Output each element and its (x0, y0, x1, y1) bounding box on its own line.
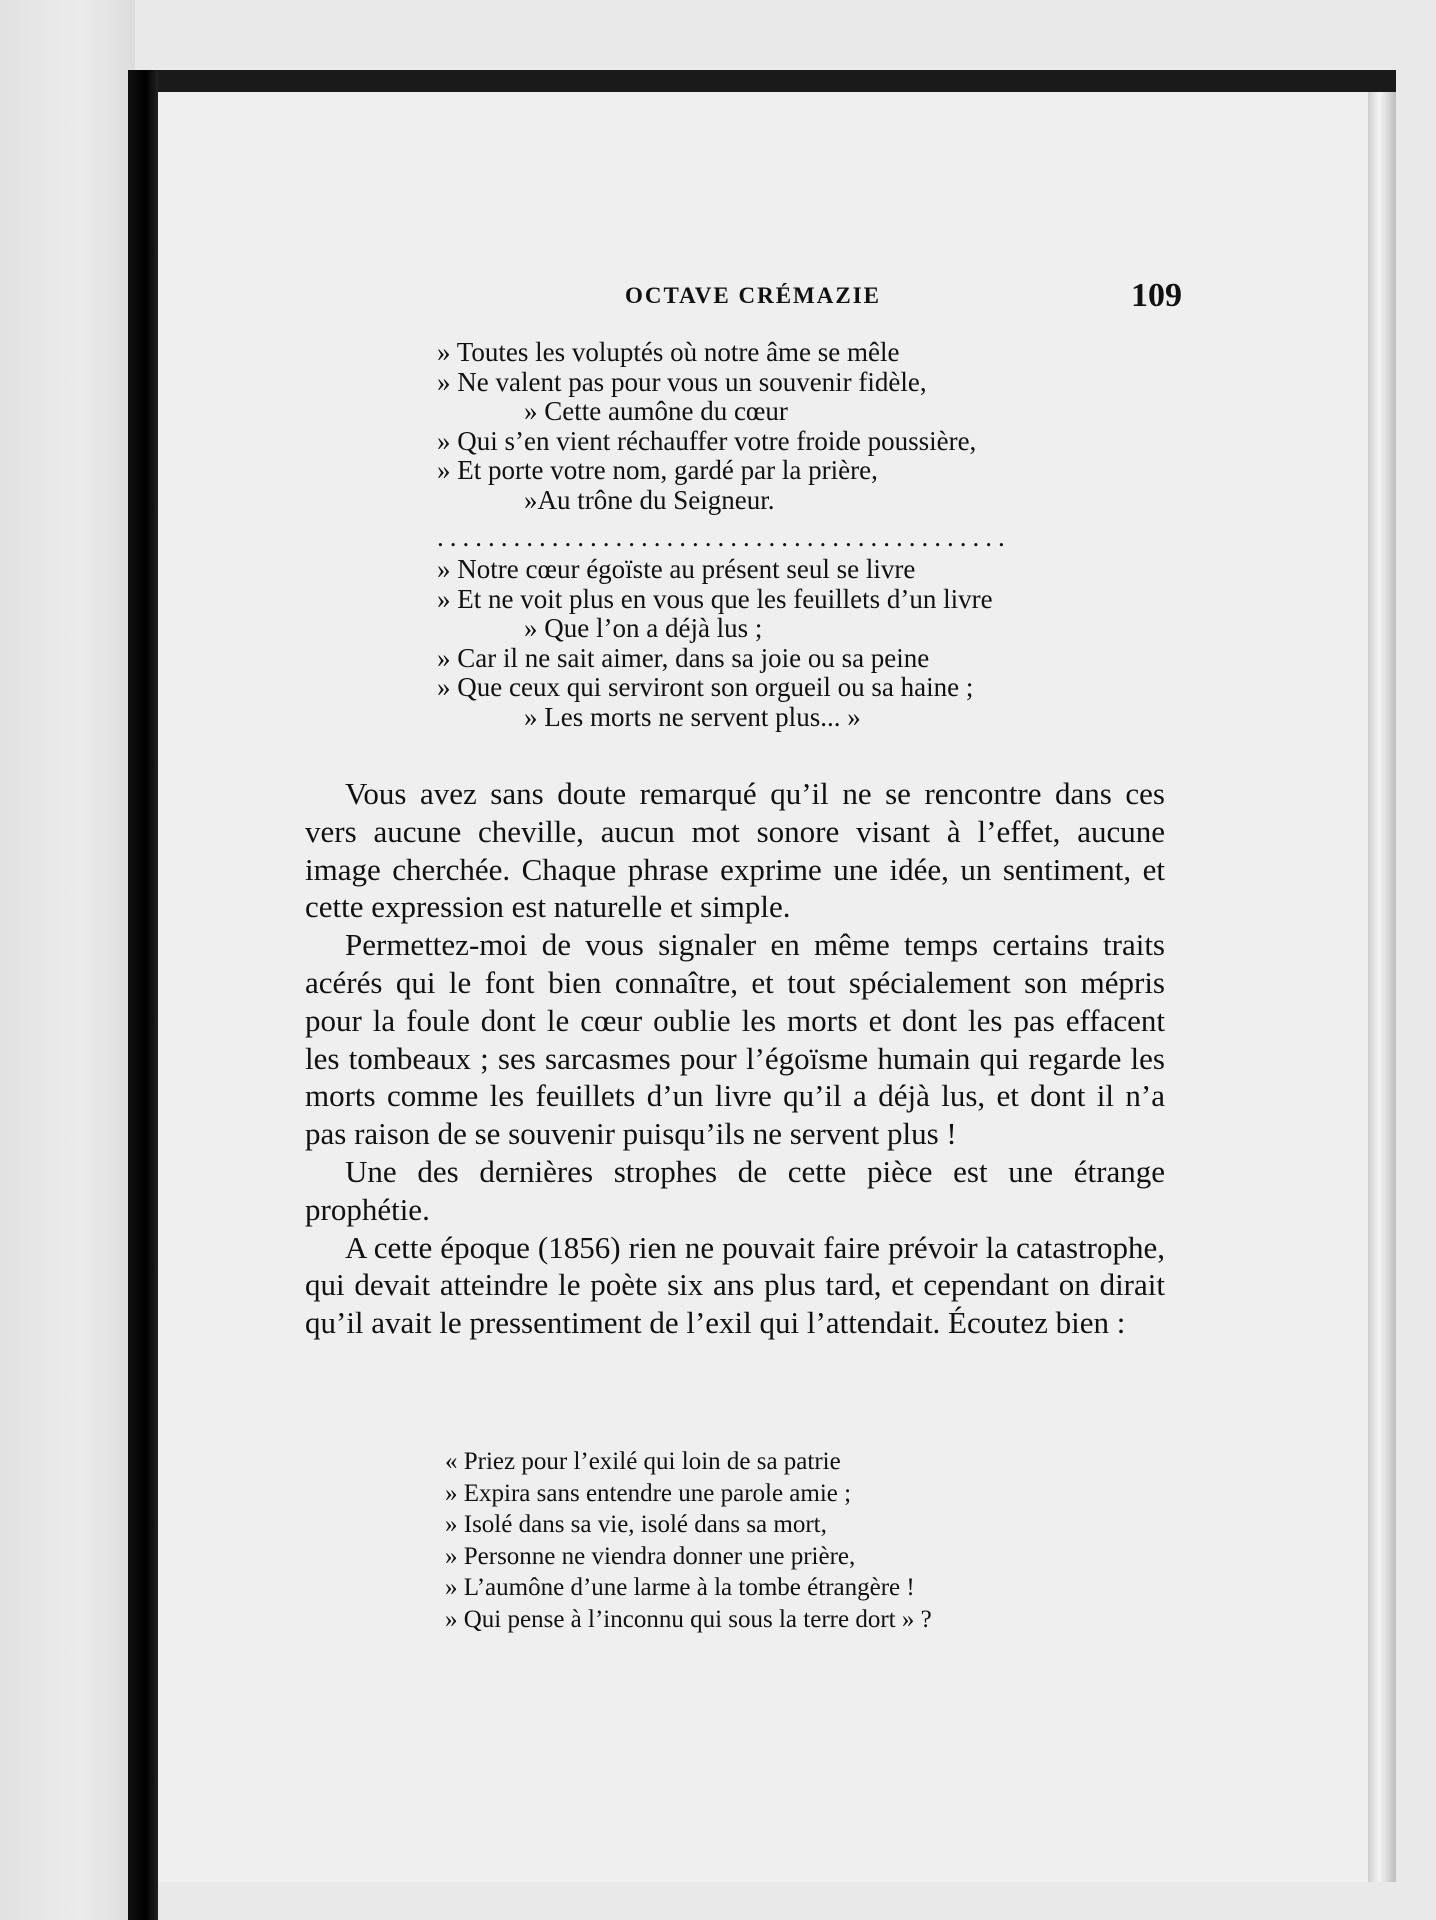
verse-line: » Qui pense à l’inconnu qui sous la terre dort » ? (445, 1605, 932, 1633)
paragraph: Permettez-moi de vous signaler en même temps certains traits acérés qui le font bien connaître, et tout spécialement son mépris pour la foule dont le cœur oublie les morts et dont les pas effacent les tombeaux ; ses sarcasmes pour l’égoïsme humain qui regarde les morts comme les feuillets d’un livre qu’il a déjà lus, et dont il n’a pas raison de se souvenir puisqu’ils ne servent plus ! (305, 927, 1165, 1152)
page-number: 109 (1131, 277, 1182, 314)
verse-line: » Et porte votre nom, gardé par la prière, (437, 455, 878, 485)
page-fore-edge (1368, 92, 1396, 1882)
book-gutter (128, 70, 158, 1920)
verse-line: » L’aumône d’une larme à la tombe étrangère ! (445, 1574, 915, 1601)
verse-line: » Expira sans entendre une parole amie ; (445, 1479, 852, 1507)
verse-line: « Priez pour l’exilé qui loin de sa patrie (445, 1448, 841, 1475)
ellipsis-divider: ............................................. (437, 522, 1011, 552)
verse-line: » Les morts ne servent plus... » (524, 701, 861, 732)
poem-stanza-1 (437, 338, 1337, 515)
paragraph: Vous avez sans doute remarqué qu’il ne se rencontre dans ces vers aucune cheville, aucun mot sonore visant à l’effet, aucune image cherchée. Chaque phrase exprime une idée, un sentiment, et cette expression est naturelle et simple. (305, 776, 1165, 925)
poem-stanza-3 (445, 1446, 1085, 1635)
verse-line: » Car il ne sait aimer, dans sa joie ou sa peine (437, 642, 930, 673)
paragraph: A cette époque (1856) rien ne pouvait faire prévoir la catastrophe, qui devait atteindre le poète six ans plus tard, et cependant on dirait qu’il avait le pressentiment de l’exil qui l’attendait. Écoutez bien : (305, 1229, 1165, 1341)
scan-top-border (158, 70, 1396, 92)
facing-page-edge (0, 0, 135, 1920)
verse-line: » Qui s’en vient réchauffer votre froide poussière, (437, 425, 977, 456)
verse-line: » Isolé dans sa vie, isolé dans sa mort, (445, 1511, 827, 1538)
verse-line: » Ne valent pas pour vous un souvenir fidèle, (437, 366, 927, 397)
verse-line: » Et ne voit plus en vous que les feuillets d’un livre (437, 583, 993, 614)
verse-line: » Personne ne viendra donner une prière, (445, 1542, 856, 1570)
paragraph: Une des dernières strophes de cette pièce est une étrange prophétie. (305, 1153, 1165, 1227)
verse-line: » Notre cœur égoïste au présent seul se livre (437, 554, 916, 584)
running-header: OCTAVE CRÉMAZIE (625, 283, 881, 308)
verse-line: » Cette aumône du cœur (524, 396, 788, 426)
verse-line: » Que ceux qui serviront son orgueil ou sa haine ; (437, 672, 974, 702)
verse-line: » Que l’on a déjà lus ; (524, 613, 763, 643)
verse-line: »Au trône du Seigneur. (524, 484, 775, 515)
prose-body (305, 775, 1165, 1342)
verse-line: » Toutes les voluptés où notre âme se mêle (437, 337, 900, 367)
poem-stanza-2 (437, 555, 1337, 732)
